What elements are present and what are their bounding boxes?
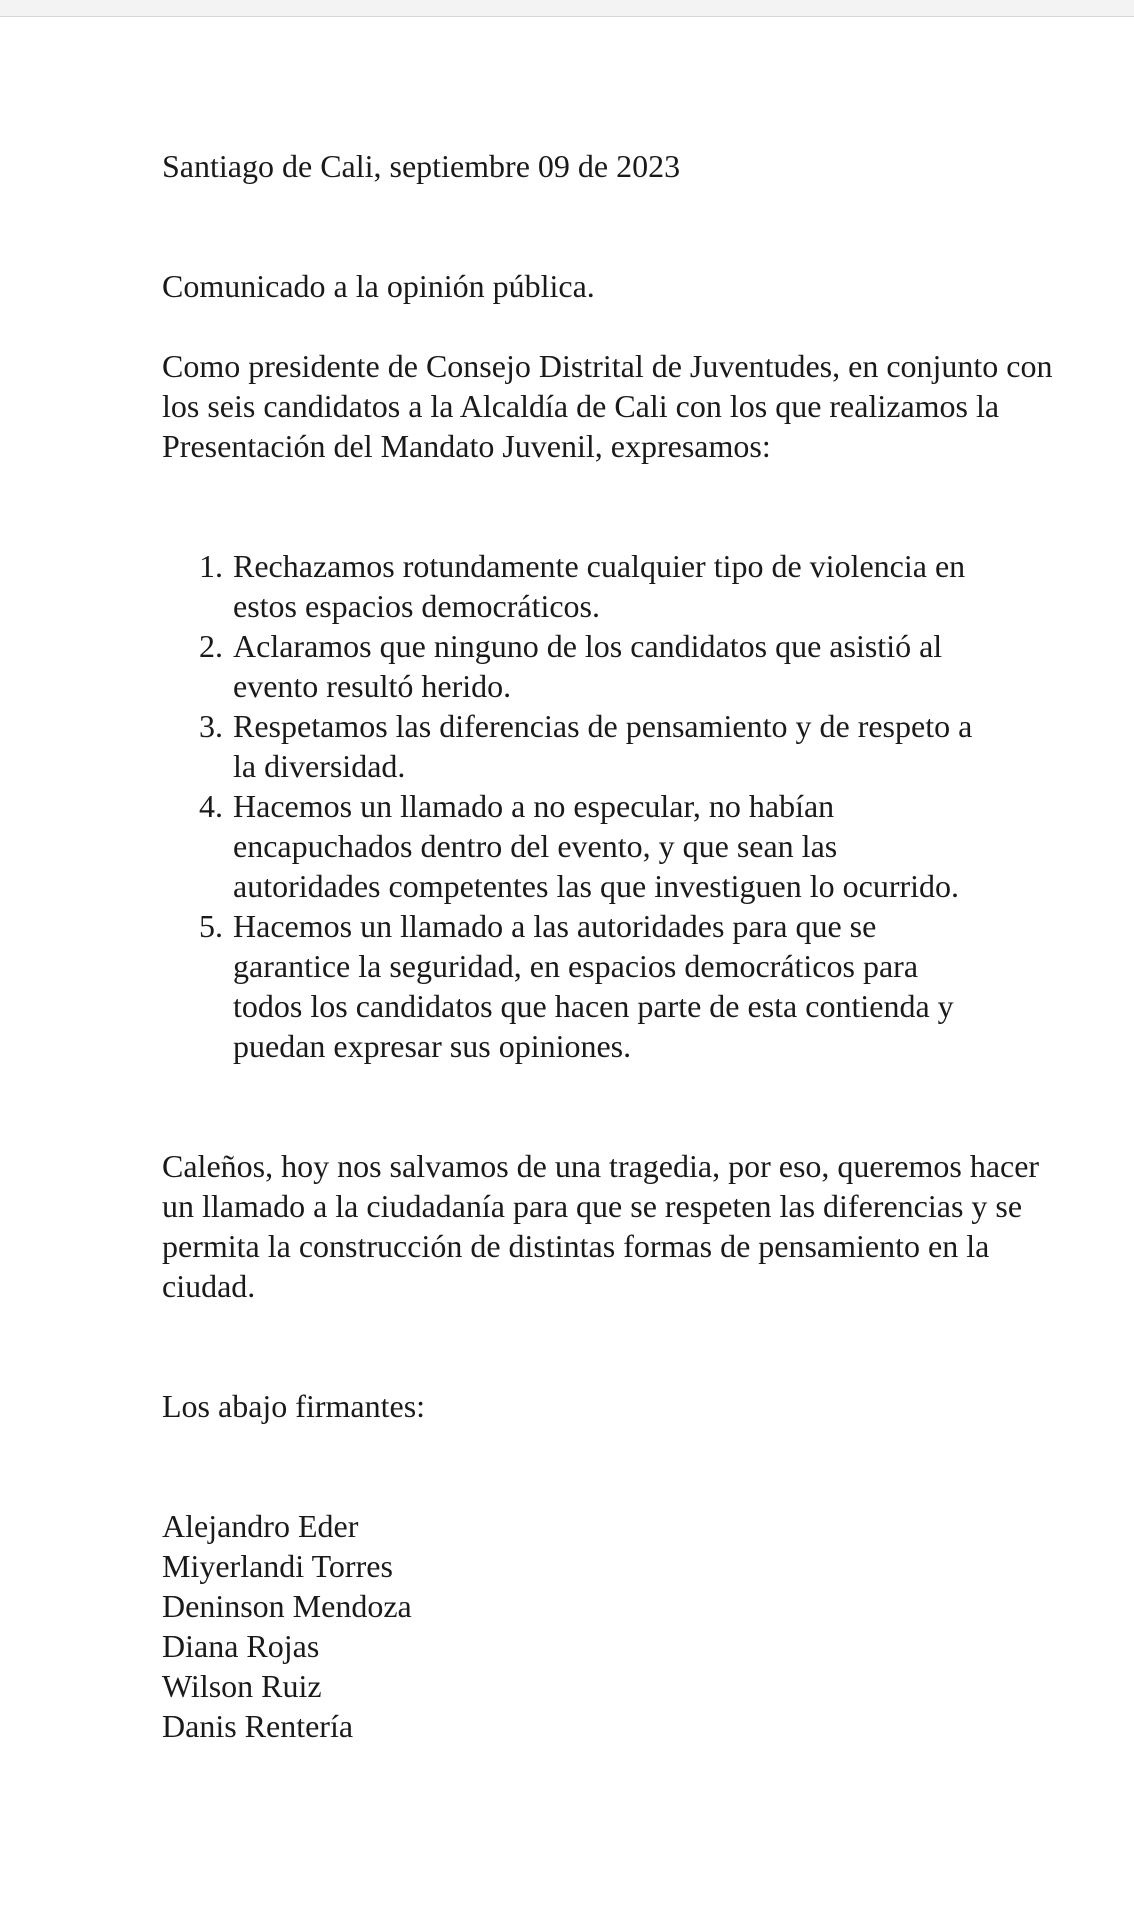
statement-point: 1. Rechazamos rotundamente cualquier tipo de violencia en estos espacios democráticos.: [231, 546, 991, 626]
statement-point: 3. Respetamos las diferencias de pensamiento y de respeto a la diversidad.: [231, 706, 991, 786]
statement-point: 5. Hacemos un llamado a las autoridades para que se garantice la seguridad, en espacios democráticos para todos los candidatos que hacen parte de esta contienda y puedan expresar sus opiniones.: [231, 906, 991, 1066]
top-edge-bar: [0, 0, 1134, 17]
signers-list: [162, 1506, 1062, 1746]
signer-name: Danis Rentería: [162, 1708, 354, 1744]
signer-name: Diana Rojas: [162, 1628, 320, 1664]
intro-paragraph: Como presidente de Consejo Distrital de Juventudes, en conjunto con los seis candidatos a la Alcaldía de Cali con los que realizamos la Presentación del Mandato Juvenil, expresamos:: [162, 348, 1053, 464]
signers-heading: Los abajo firmantes:: [162, 1388, 426, 1424]
signer-name: Wilson Ruiz: [162, 1668, 322, 1704]
statement-point: 4. Hacemos un llamado a no especular, no habían encapuchados dentro del evento, y que sean las autoridades competentes las que investiguen lo ocurrido.: [231, 786, 991, 906]
signer-name: Deninson Mendoza: [162, 1588, 412, 1624]
signer-name: Miyerlandi Torres: [162, 1548, 393, 1584]
statement-point: 2. Aclaramos que ninguno de los candidatos que asistió al evento resultó herido.: [231, 626, 991, 706]
letter-subject: Comunicado a la opinión pública.: [162, 268, 595, 304]
date-line: Santiago de Cali, septiembre 09 de 2023: [162, 148, 681, 184]
statement-points-list: [162, 546, 991, 1066]
letter-document: [162, 146, 1062, 1746]
closing-paragraph: Caleños, hoy nos salvamos de una tragedia, por eso, queremos hacer un llamado a la ciudadanía para que se respeten las diferencias y se permita la construcción de distintas formas de pensamiento en la ciudad.: [162, 1148, 1040, 1304]
signer-name: Alejandro Eder: [162, 1508, 359, 1544]
